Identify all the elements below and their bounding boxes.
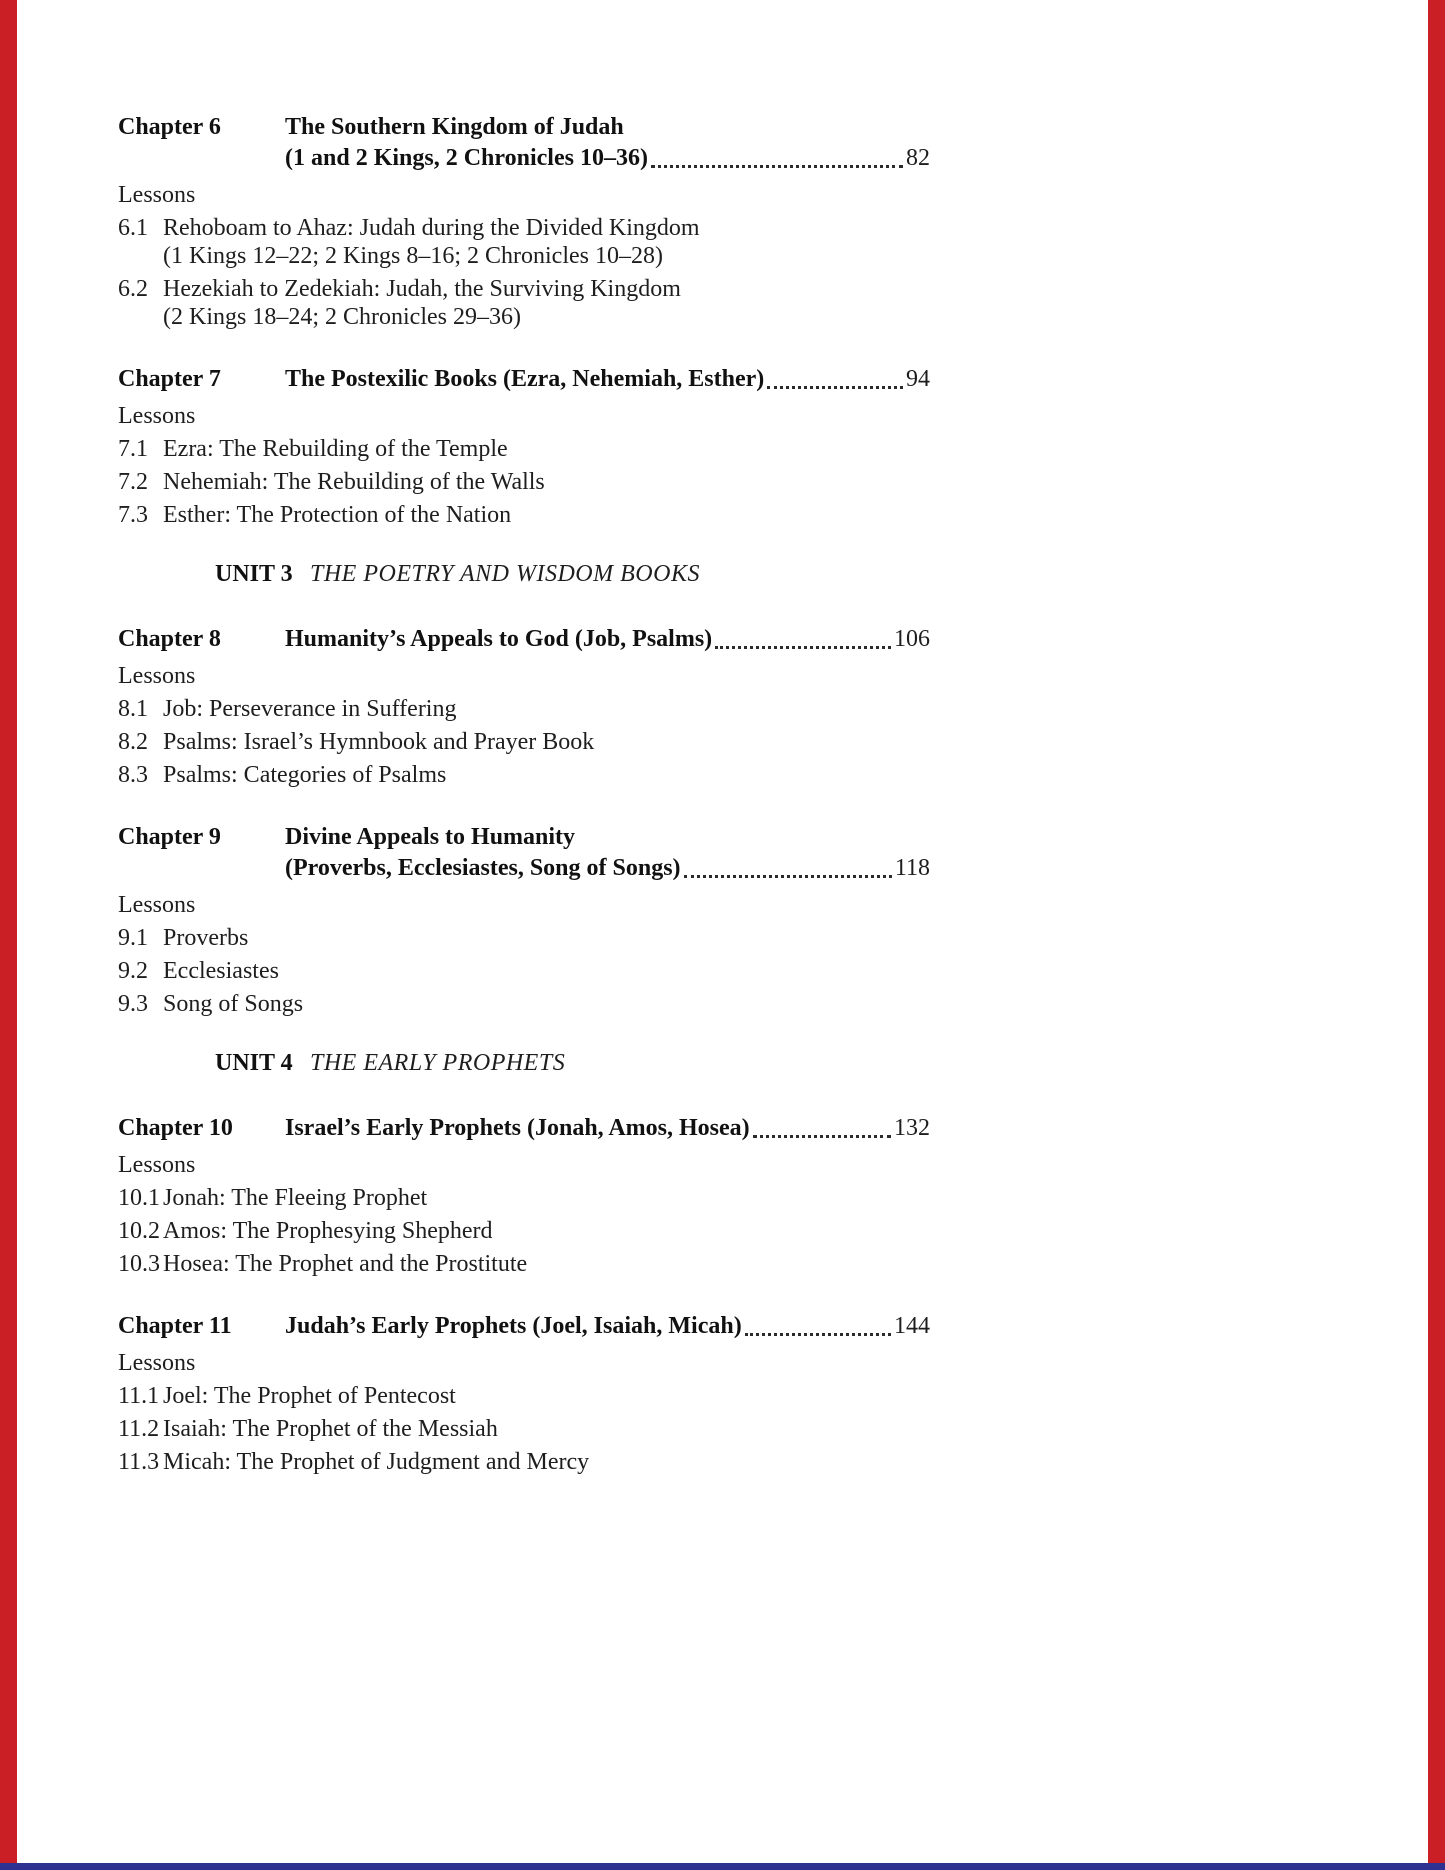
page-number: 118 <box>894 855 930 881</box>
lesson-title-line: (1 Kings 12–22; 2 Kings 8–16; 2 Chronicles 10–28) <box>163 243 663 269</box>
chapter-title-text: Judah’s Early Prophets (Joel, Isaiah, Micah) <box>285 1313 742 1339</box>
lesson-number: 7.3 <box>118 502 148 528</box>
red-bleed-bar-right <box>1428 0 1445 1870</box>
lesson-title-line: Job: Perseverance in Suffering <box>163 696 457 722</box>
lesson-title-line: (2 Kings 18–24; 2 Chronicles 29–36) <box>163 304 521 330</box>
lesson-item <box>118 435 930 463</box>
chapter-title-lines <box>285 624 930 655</box>
lesson-title-line: Joel: The Prophet of Pentecost <box>163 1383 456 1409</box>
lesson-title <box>163 957 930 985</box>
lesson-title-line: Proverbs <box>163 925 249 951</box>
lesson-number: 10.3 <box>118 1251 160 1277</box>
dot-leader <box>767 364 903 389</box>
lesson-title <box>163 1448 930 1476</box>
lesson-number: 9.2 <box>118 958 148 984</box>
dot-leader <box>651 143 903 168</box>
lesson-item <box>118 728 930 756</box>
chapter-title-lines <box>285 1113 930 1144</box>
lesson-title <box>163 1415 930 1443</box>
chapter-label: Chapter 7 <box>118 366 221 392</box>
lesson-title-line: Hosea: The Prophet and the Prostitute <box>163 1251 528 1277</box>
lesson-title <box>163 1217 930 1245</box>
toc-chapter-entry <box>118 1311 930 1342</box>
chapter-title-text: The Southern Kingdom of Judah <box>285 114 624 140</box>
lesson-number: 10.1 <box>118 1185 160 1211</box>
lesson-item <box>118 275 930 331</box>
dot-leader <box>753 1113 891 1138</box>
lessons-heading: Lessons <box>118 403 196 429</box>
dot-leader <box>684 853 892 878</box>
lesson-number: 8.1 <box>118 696 148 722</box>
lesson-item <box>118 924 930 952</box>
chapter-title-line <box>285 1311 930 1342</box>
chapter-label: Chapter 11 <box>118 1313 232 1339</box>
lesson-title <box>163 1382 930 1410</box>
lesson-number: 6.1 <box>118 215 148 241</box>
dot-leader <box>745 1311 891 1336</box>
lesson-number: 7.2 <box>118 469 148 495</box>
lesson-title <box>163 761 930 789</box>
unit-title: THE EARLY PROPHETS <box>310 1050 566 1076</box>
lesson-number: 9.1 <box>118 925 148 951</box>
lesson-title-line: Micah: The Prophet of Judgment and Mercy <box>163 1449 590 1475</box>
chapter-title-text: Humanity’s Appeals to God (Job, Psalms) <box>285 626 713 652</box>
lesson-title <box>163 275 930 331</box>
chapter-title-line <box>285 822 930 853</box>
lesson-title-line: Song of Songs <box>163 991 304 1017</box>
chapter-title-line <box>285 1113 930 1144</box>
lesson-title <box>163 214 930 270</box>
lesson-number: 11.3 <box>118 1449 160 1475</box>
lesson-title <box>163 728 930 756</box>
blue-bottom-strip <box>0 1863 1445 1870</box>
unit-heading <box>215 1049 930 1077</box>
toc-chapter-entry <box>118 112 930 174</box>
chapter-title-line <box>285 143 930 174</box>
chapter-title-line <box>285 853 930 884</box>
toc-chapter-entry <box>118 624 930 655</box>
red-bleed-bar-left <box>0 0 17 1870</box>
chapter-label: Chapter 9 <box>118 824 221 850</box>
lesson-item <box>118 214 930 270</box>
lesson-item <box>118 1448 930 1476</box>
lesson-item <box>118 1382 930 1410</box>
chapter-label: Chapter 10 <box>118 1115 233 1141</box>
lesson-title <box>163 924 930 952</box>
lessons-heading: Lessons <box>118 1350 196 1376</box>
lesson-number: 6.2 <box>118 276 148 302</box>
lesson-number: 10.2 <box>118 1218 160 1244</box>
lesson-title <box>163 435 930 463</box>
lesson-title-line: Psalms: Israel’s Hymnbook and Prayer Book <box>163 729 595 755</box>
unit-heading <box>215 560 930 588</box>
lesson-title <box>163 501 930 529</box>
lesson-title <box>163 1250 930 1278</box>
lesson-number: 8.2 <box>118 729 148 755</box>
lessons-heading: Lessons <box>118 892 196 918</box>
chapter-title-line <box>285 624 930 655</box>
chapter-title-text: Israel’s Early Prophets (Jonah, Amos, Hosea) <box>285 1115 750 1141</box>
chapter-title-lines <box>285 822 930 884</box>
lesson-title-line: Amos: The Prophesying Shepherd <box>163 1218 493 1244</box>
chapter-label: Chapter 8 <box>118 626 221 652</box>
chapter-title-text: The Postexilic Books (Ezra, Nehemiah, Esther) <box>285 366 765 392</box>
lesson-item <box>118 695 930 723</box>
unit-label: UNIT 3 <box>215 561 293 587</box>
unit-label: UNIT 4 <box>215 1050 293 1076</box>
toc-chapter-entry <box>118 1113 930 1144</box>
lesson-item <box>118 468 930 496</box>
lesson-title <box>163 695 930 723</box>
chapter-title-line <box>285 364 930 395</box>
lesson-title-line: Ecclesiastes <box>163 958 279 984</box>
page-number: 94 <box>906 366 930 392</box>
unit-title: THE POETRY AND WISDOM BOOKS <box>310 561 700 587</box>
lessons-heading: Lessons <box>118 1152 196 1178</box>
lesson-number: 7.1 <box>118 436 148 462</box>
lesson-number: 9.3 <box>118 991 148 1017</box>
chapter-title-line <box>285 112 930 143</box>
page-number: 106 <box>894 626 930 652</box>
chapter-title-lines <box>285 1311 930 1342</box>
table-of-contents <box>118 112 930 1476</box>
lesson-item <box>118 1415 930 1443</box>
lesson-title-line: Jonah: The Fleeing Prophet <box>163 1185 428 1211</box>
lesson-title <box>163 468 930 496</box>
chapter-title-text: (Proverbs, Ecclesiastes, Song of Songs) <box>285 855 681 881</box>
chapter-title-text: (1 and 2 Kings, 2 Chronicles 10–36) <box>285 145 648 171</box>
lesson-item <box>118 761 930 789</box>
lesson-number: 11.1 <box>118 1383 160 1409</box>
toc-chapter-entry <box>118 364 930 395</box>
lesson-title-line: Nehemiah: The Rebuilding of the Walls <box>163 469 545 495</box>
lesson-title-line: Ezra: The Rebuilding of the Temple <box>163 436 508 462</box>
chapter-title-text: Divine Appeals to Humanity <box>285 824 576 850</box>
lesson-title-line: Psalms: Categories of Psalms <box>163 762 447 788</box>
lesson-item <box>118 990 930 1018</box>
lesson-item <box>118 501 930 529</box>
page-number: 144 <box>894 1313 930 1339</box>
lesson-title-line: Esther: The Protection of the Nation <box>163 502 512 528</box>
lesson-number: 8.3 <box>118 762 148 788</box>
lesson-item <box>118 1184 930 1212</box>
lesson-title-line: Hezekiah to Zedekiah: Judah, the Surviving Kingdom <box>163 276 681 302</box>
chapter-label: Chapter 6 <box>118 114 221 140</box>
lesson-title <box>163 1184 930 1212</box>
page-number: 132 <box>894 1115 930 1141</box>
lesson-title-line: Rehoboam to Ahaz: Judah during the Divided Kingdom <box>163 215 700 241</box>
chapter-title-lines <box>285 364 930 395</box>
lesson-title-line: Isaiah: The Prophet of the Messiah <box>163 1416 498 1442</box>
lessons-heading: Lessons <box>118 182 196 208</box>
lesson-item <box>118 1217 930 1245</box>
lesson-number: 11.2 <box>118 1416 160 1442</box>
chapter-title-lines <box>285 112 930 174</box>
dot-leader <box>715 624 891 649</box>
lesson-title <box>163 990 930 1018</box>
toc-chapter-entry <box>118 822 930 884</box>
page-number: 82 <box>906 145 930 171</box>
lessons-heading: Lessons <box>118 663 196 689</box>
lesson-item <box>118 1250 930 1278</box>
lesson-item <box>118 957 930 985</box>
